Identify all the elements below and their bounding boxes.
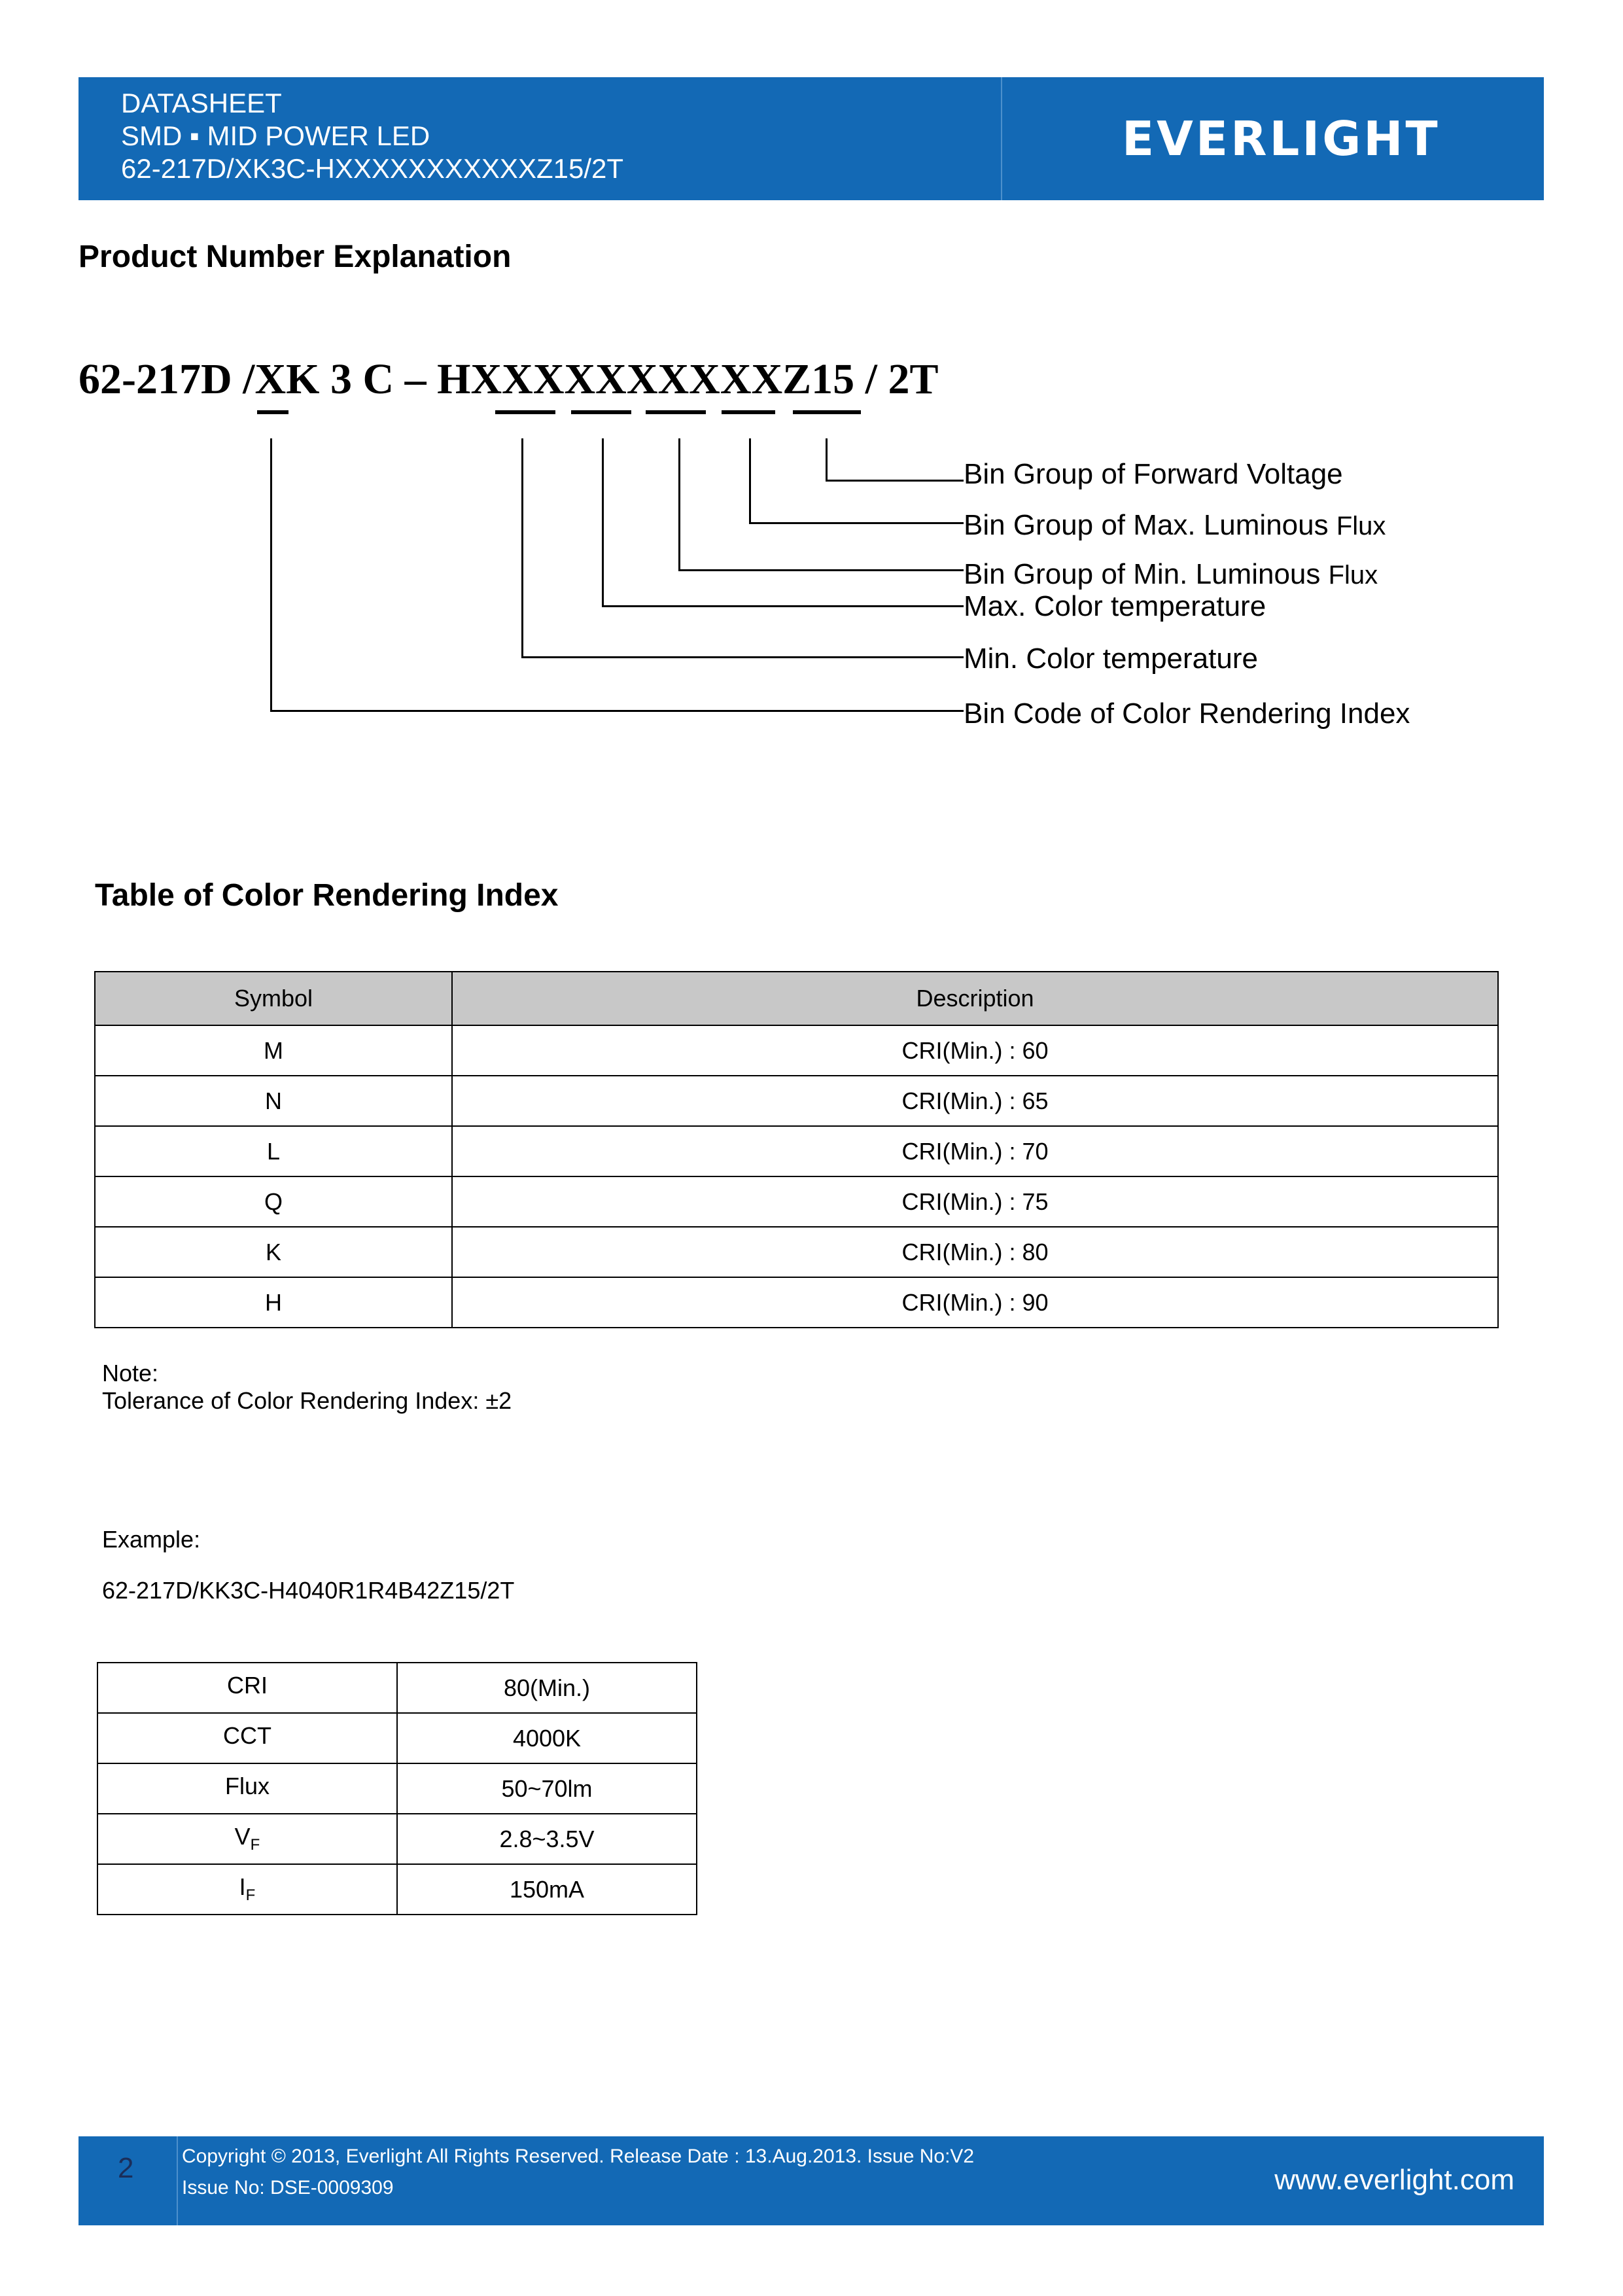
connector-min-cct-h — [521, 656, 964, 658]
table-row — [95, 1176, 1498, 1227]
example-label: Example: — [102, 1526, 201, 1553]
cell-symbol: M — [95, 1025, 452, 1076]
cell-value: 80(Min.) — [397, 1663, 697, 1713]
cell-value: 4000K — [397, 1713, 697, 1763]
table-row — [97, 1713, 697, 1763]
table-row — [95, 1025, 1498, 1076]
underline-max-cct — [571, 410, 631, 414]
cell-description: CRI(Min.) : 70 — [452, 1126, 1498, 1176]
label-forward-voltage: Bin Group of Forward Voltage — [964, 458, 1343, 490]
cell-symbol: Q — [95, 1176, 452, 1227]
connector-max-flux-v — [749, 438, 751, 524]
table-row — [97, 1814, 697, 1864]
connector-cri-h — [270, 710, 964, 712]
pn-cri-code: X — [254, 355, 287, 403]
label-max-cct: Max. Color temperature — [964, 590, 1266, 622]
everlight-logo: EVERLIGHT — [1122, 111, 1440, 166]
cell-param: Flux — [97, 1763, 397, 1814]
header-doc-type: DATASHEET — [121, 88, 282, 118]
cell-symbol: N — [95, 1076, 452, 1126]
label-min-cct: Min. Color temperature — [964, 643, 1258, 675]
page-number: 2 — [118, 2152, 134, 2184]
pn-max-cct: XX — [532, 355, 596, 403]
product-number-title: Product Number Explanation — [79, 239, 512, 274]
cell-description: CRI(Min.) : 65 — [452, 1076, 1498, 1126]
underline-vf — [793, 410, 861, 414]
example-table — [97, 1662, 697, 1915]
pn-vf: XX — [720, 355, 783, 403]
header-symbol: Symbol — [95, 972, 452, 1025]
cell-symbol: L — [95, 1126, 452, 1176]
pn-min-flux: XX — [595, 355, 658, 403]
pn-mid: K 3 C – H — [286, 355, 471, 403]
cell-param: CRI — [97, 1663, 397, 1713]
footer-copyright: Copyright © 2013, Everlight All Rights Reserved. Release Date : 13.Aug.2013. Issue No:V2 — [182, 2146, 975, 2167]
header-part-number: 62-217D/XK3C-HXXXXXXXXXXXZ15/2T — [121, 153, 624, 184]
cri-table — [94, 971, 1499, 1328]
table-row — [95, 1277, 1498, 1328]
label-min-flux: Bin Group of Min. Luminous Flux — [964, 558, 1378, 590]
product-number-code — [79, 353, 939, 406]
cell-description: CRI(Min.) : 75 — [452, 1176, 1498, 1227]
table-header-row — [95, 972, 1498, 1025]
cell-description: CRI(Min.) : 80 — [452, 1227, 1498, 1277]
note-text: Tolerance of Color Rendering Index: ±2 — [102, 1387, 512, 1414]
footer-divider — [177, 2136, 178, 2225]
cell-value: 150mA — [397, 1864, 697, 1915]
connector-vf-h — [826, 480, 964, 482]
pn-suffix: Z15 / 2T — [782, 355, 939, 403]
label-cri: Bin Code of Color Rendering Index — [964, 698, 1410, 730]
example-part-number: 62-217D/KK3C-H4040R1R4B42Z15/2T — [102, 1577, 515, 1604]
connector-max-flux-h — [749, 522, 964, 524]
connector-max-cct-h — [602, 605, 964, 607]
header-description: Description — [452, 972, 1498, 1025]
cell-param: $I_F$ — [97, 1864, 397, 1915]
table-row — [97, 1763, 697, 1814]
cell-description: CRI(Min.) : 60 — [452, 1025, 1498, 1076]
footer-website-link[interactable]: www.everlight.com — [1274, 2164, 1514, 2196]
connector-cri-v — [270, 438, 272, 712]
table-row — [97, 1864, 697, 1915]
table-row — [95, 1076, 1498, 1126]
connector-min-flux-v — [678, 438, 680, 571]
footer-band — [79, 2136, 1544, 2225]
pn-min-cct: XX — [470, 355, 533, 403]
table-row — [95, 1227, 1498, 1277]
underline-cri — [257, 410, 288, 414]
underline-max-flux — [722, 410, 775, 414]
cell-value: 2.8~3.5V — [397, 1814, 697, 1864]
header-divider — [1001, 77, 1002, 200]
label-max-flux: Bin Group of Max. Luminous Flux — [964, 509, 1386, 541]
cell-param: CCT — [97, 1713, 397, 1763]
footer-issue: Issue No: DSE-0009309 — [182, 2177, 394, 2199]
underline-min-flux — [646, 410, 706, 414]
pn-max-flux: XX — [657, 355, 720, 403]
connector-min-flux-h — [678, 569, 964, 571]
connector-min-cct-v — [521, 438, 523, 658]
underline-min-cct — [495, 410, 555, 414]
cri-table-title: Table of Color Rendering Index — [95, 878, 559, 913]
connector-max-cct-v — [602, 438, 604, 607]
pn-prefix: 62-217D / — [79, 355, 255, 403]
header-product-category: SMD ▪ MID POWER LED — [121, 120, 430, 151]
note-label: Note: — [102, 1360, 159, 1386]
cell-symbol: K — [95, 1227, 452, 1277]
cell-value: 50~70lm — [397, 1763, 697, 1814]
cell-param: $V_F$ — [97, 1814, 397, 1864]
table-row — [97, 1663, 697, 1713]
cell-description: CRI(Min.) : 90 — [452, 1277, 1498, 1328]
header-band — [79, 77, 1544, 200]
cell-symbol: H — [95, 1277, 452, 1328]
connector-vf-v — [826, 438, 828, 482]
table-row — [95, 1126, 1498, 1176]
